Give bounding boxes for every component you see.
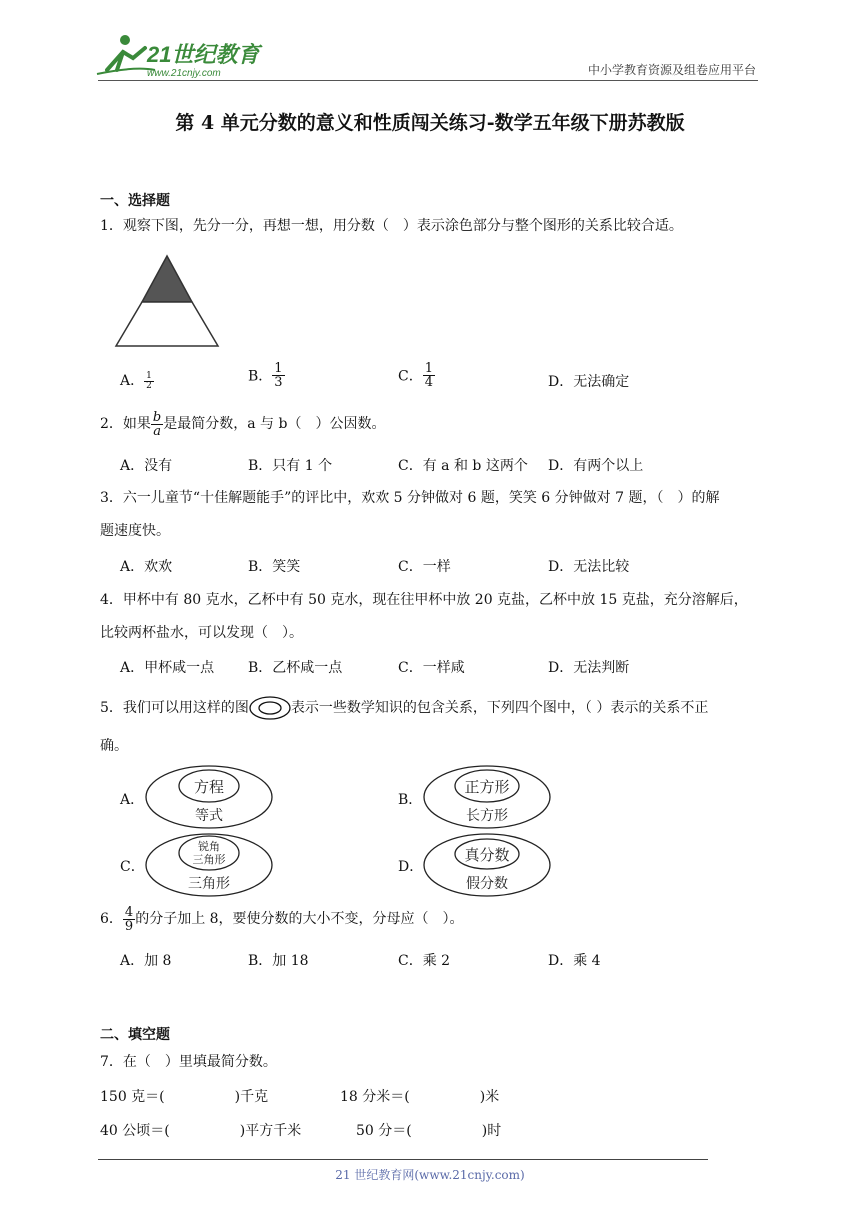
venn-d-outer-label: 假分数 xyxy=(466,876,508,892)
question-6-options xyxy=(0,950,860,970)
site-logo xyxy=(95,30,265,82)
q5-option-b-diagram[interactable] xyxy=(422,764,552,834)
venn-c-inner-label-1: 锐角 xyxy=(198,840,220,853)
q3-option-a[interactable]: A．欢欢 xyxy=(120,559,173,575)
q1-option-b-fraction: $\frac{1}{3}$ xyxy=(274,361,283,390)
venn-a-outer-label: 等式 xyxy=(195,808,223,824)
q1-option-b[interactable] xyxy=(248,362,285,389)
q6-fraction: $\frac{4}{9}$ xyxy=(124,904,134,934)
nested-ellipse-icon xyxy=(249,696,291,720)
q2-option-d[interactable]: D．有两个以上 xyxy=(548,458,644,474)
page-title: 第 4 单元分数的意义和性质闯关练习-数学五年级下册苏教版 xyxy=(175,112,685,134)
q5-option-a-label[interactable]: A． xyxy=(120,792,145,808)
q5-option-c-diagram[interactable] xyxy=(144,832,274,902)
question-4-options xyxy=(0,657,860,677)
question-3-options xyxy=(0,556,860,576)
question-6-text: 6． $\frac{4}{9}$ 的分子加上 8，要使分数的大小不变，分母应（ ）。 xyxy=(100,904,464,934)
q6-option-a[interactable]: A．加 8 xyxy=(120,953,172,969)
q2-fraction: $\frac{b}{a}$ xyxy=(152,409,162,439)
q2-option-b[interactable]: B．只有 1 个 xyxy=(248,458,333,474)
logo-text: 21世纪教育 xyxy=(147,42,260,67)
question-4-line-1: 4．甲杯中有 80 克水，乙杯中有 50 克水，现在往甲杯中放 20 克盐，乙杯中放 15 克盐，充分溶解后， xyxy=(100,592,748,608)
header-divider xyxy=(98,80,758,81)
q2-option-a[interactable]: A．没有 xyxy=(120,458,173,474)
q1-option-d[interactable]: D．无法确定 xyxy=(548,374,630,390)
q6-option-c[interactable]: C．乘 2 xyxy=(398,953,451,969)
venn-c-inner-label-2: 三角形 xyxy=(192,853,226,866)
q4-option-d[interactable]: D．无法判断 xyxy=(548,660,630,676)
q5-option-b-label[interactable]: B． xyxy=(398,792,423,808)
q3-option-c[interactable]: C．一样 xyxy=(398,559,451,575)
q3-option-d[interactable]: D．无法比较 xyxy=(548,559,630,575)
q1-option-c-label: C． xyxy=(398,368,423,385)
q1-option-a-fraction: $\frac{1}{2}$ xyxy=(146,370,152,391)
q2-option-c[interactable]: C．有 a 和 b 这两个 xyxy=(398,458,528,474)
q1-option-c[interactable] xyxy=(398,362,435,389)
question-3-line-2: 题速度快。 xyxy=(100,523,170,539)
question-4-line-2: 比较两杯盐水，可以发现（ ）。 xyxy=(100,625,303,641)
question-1-triangle-figure xyxy=(112,254,222,352)
question-5-line-2: 确。 xyxy=(100,738,128,754)
footer-text: 21 世纪教育网(www.21cnjy.com) xyxy=(335,1168,525,1182)
q7-blank-18dm[interactable]: 18 分米＝( )米 xyxy=(340,1089,500,1105)
section-heading-choice: 一、选择题 xyxy=(100,193,170,209)
q5-option-d-diagram[interactable] xyxy=(422,832,552,902)
q7-blank-40ha[interactable]: 40 公顷＝( )平方千米 xyxy=(100,1123,302,1139)
q1-option-c-fraction: $\frac{1}{4}$ xyxy=(424,361,433,390)
q6-option-b[interactable]: B．加 18 xyxy=(248,953,309,969)
q4-option-a[interactable]: A．甲杯咸一点 xyxy=(120,660,215,676)
venn-a-inner-label: 方程 xyxy=(193,778,225,796)
question-2-text: 2．如果 $\frac{b}{a}$ 是最简分数，a 与 b（ ）公因数。 xyxy=(100,409,386,439)
q1-option-b-label: B． xyxy=(248,368,273,385)
q7-blank-50min[interactable]: 50 分＝( )时 xyxy=(356,1123,502,1139)
q1-option-a-label: A． xyxy=(120,373,145,389)
venn-b-outer-label: 长方形 xyxy=(466,808,508,824)
venn-b-inner-label: 正方形 xyxy=(464,778,510,796)
header-platform-text: 中小学教育资源及组卷应用平台 xyxy=(587,63,756,77)
question-1-options xyxy=(0,362,860,398)
q4-option-b[interactable]: B．乙杯咸一点 xyxy=(248,660,343,676)
question-3-line-1: 3．六一儿童节“十佳解题能手”的评比中，欢欢 5 分钟做对 6 题，笑笑 6 分钟做对 7 题，（ ）的解 xyxy=(100,490,720,506)
question-1-text: 1．观察下图，先分一分，再想一想，用分数（ ）表示涂色部分与整个图形的关系比较合适。 xyxy=(100,218,683,234)
q6-option-d[interactable]: D．乘 4 xyxy=(548,953,601,969)
q4-option-c[interactable]: C．一样咸 xyxy=(398,660,465,676)
question-2-options xyxy=(0,455,860,475)
venn-c-outer-label: 三角形 xyxy=(188,876,230,892)
q1-option-a[interactable] xyxy=(120,370,154,391)
q5-option-d-label[interactable]: D． xyxy=(398,859,424,875)
q5-option-a-diagram[interactable] xyxy=(144,764,274,834)
question-5-line-1: 5．我们可以用这样的图 表示一些数学知识的包含关系，下列四个图中，（ ）表示的关系不正 xyxy=(100,696,708,720)
q7-blank-150g[interactable]: 150 克＝( )千克 xyxy=(100,1089,269,1105)
venn-d-inner-label: 真分数 xyxy=(464,846,510,864)
section-heading-fill: 二、填空题 xyxy=(100,1027,170,1043)
q5-option-c-label[interactable]: C． xyxy=(120,859,145,875)
question-7-text: 7．在（ ）里填最简分数。 xyxy=(100,1054,277,1070)
q3-option-b[interactable]: B．笑笑 xyxy=(248,559,301,575)
logo-url: www.21cnjy.com xyxy=(147,68,221,79)
footer-divider xyxy=(98,1159,708,1160)
